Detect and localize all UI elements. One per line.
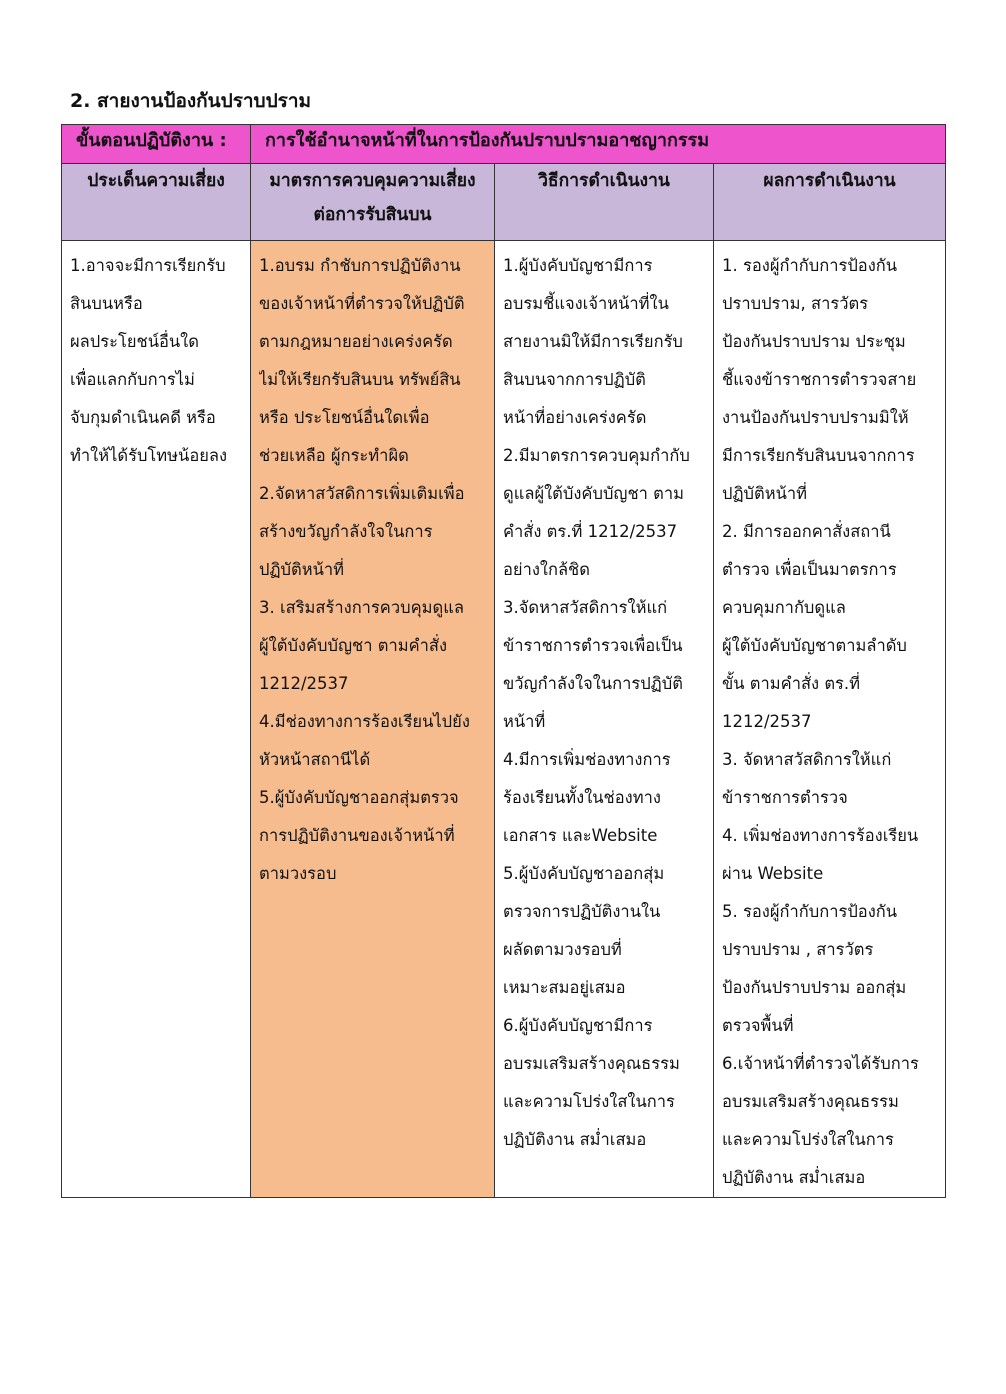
body-row [62, 241, 946, 1198]
step-value: การใช้อำนาจหน้าที่ในการป้องกันปราบปรามอาชญากรรม [265, 130, 710, 151]
result-cell [714, 241, 946, 1198]
step-label-cell [62, 125, 251, 164]
method-line: 5.ผู้บังคับบัญชาออกสุ่ม [503, 864, 665, 883]
header-result: ผลการดำเนินงาน [714, 164, 946, 241]
header-method: วิธีการดำเนินงาน [495, 164, 714, 241]
method-line: เอกสาร และWebsite [503, 826, 658, 845]
control-line: 5.ผู้บังคับบัญชาออกสุ่มตรวจ [259, 788, 459, 807]
control-line: 4.มีช่องทางการร้องเรียนไปยัง [259, 712, 470, 731]
result-line: 4. เพิ่มช่องทางการร้องเรียน [722, 826, 919, 845]
method-line: 6.ผู้บังคับบัญชามีการ [503, 1016, 653, 1035]
result-line: ป้องกันปราบปราม ออกสุ่ม [722, 978, 907, 997]
control-line: 1.อบรม กำชับการปฏิบัติงาน [259, 256, 461, 275]
result-line: ขั้น ตามคำสั่ง ตร.ที่ [722, 674, 861, 693]
result-line: 2. มีการออกคาสั่งสถานี [722, 522, 891, 541]
section-title: 2. สายงานป้องกันปราบปราม [70, 90, 312, 112]
risk-line: ทำให้ได้รับโทษน้อยลง [70, 446, 228, 465]
method-line: สายงานมิให้มีการเรียกรับ [503, 332, 683, 351]
control-line: 3. เสริมสร้างการควบคุมดูแล [259, 598, 464, 617]
result-line: ปฏิบัติหน้าที่ [722, 484, 808, 503]
result-line: ตรวจพื้นที่ [722, 1016, 794, 1035]
control-line: ของเจ้าหน้าที่ตำรวจให้ปฏิบัติ [259, 294, 465, 313]
method-line: หน้าที่ [503, 712, 546, 731]
method-line: ข้าราชการตำรวจเพื่อเป็น [503, 636, 683, 655]
method-line: ร้องเรียนทั้งในช่องทาง [503, 788, 661, 807]
control-line: 1212/2537 [259, 674, 349, 693]
result-line: ปราบปราม , สารวัตร [722, 940, 874, 959]
method-line: สินบนจากการปฏิบัติ [503, 370, 646, 389]
method-line: ปฏิบัติงาน สม่ำเสมอ [503, 1130, 647, 1149]
result-line: ปฏิบัติงาน สม่ำเสมอ [722, 1168, 866, 1187]
control-line: ปฏิบัติหน้าที่ [259, 560, 345, 579]
result-line: อบรมเสริมสร้างคุณธรรม [722, 1092, 899, 1111]
method-line: อบรมชี้แจงเจ้าหน้าที่ใน [503, 294, 669, 313]
control-line: ตามวงรอบ [259, 864, 337, 883]
risk-table [61, 124, 946, 1198]
result-line: ผ่าน Website [722, 864, 824, 883]
control-line: การปฏิบัติงานของเจ้าหน้าที่ [259, 826, 455, 845]
method-line: คำสั่ง ตร.ที่ 1212/2537 [503, 522, 678, 541]
control-line: ตามกฎหมายอย่างเคร่งครัด [259, 332, 453, 351]
control-line: 2.จัดหาสวัสดิการเพิ่มเติมเพื่อ [259, 484, 465, 503]
control-line: หรือ ประโยชน์อื่นใดเพื่อ [259, 408, 430, 427]
step-label: ขั้นตอนปฏิบัติงาน : [76, 130, 227, 151]
control-line: ผู้ใต้บังคับบัญชา ตามคำสั่ง [259, 636, 448, 655]
control-line: ไม่ให้เรียกรับสินบน ทรัพย์สิน [259, 370, 461, 389]
control-line: สร้างขวัญกำลังใจในการ [259, 522, 433, 541]
method-line: ตรวจการปฏิบัติงานใน [503, 902, 661, 921]
header-control-line1: มาตรการควบคุมความเสี่ยง [269, 171, 476, 191]
result-line: มีการเรียกรับสินบนจากการ [722, 446, 915, 465]
method-line: เหมาะสมอยู่เสมอ [503, 978, 626, 997]
control-line: ช่วยเหลือ ผู้กระทำผิด [259, 446, 409, 465]
method-cell [495, 241, 714, 1198]
result-line: 5. รองผู้กำกับการป้องกัน [722, 902, 898, 921]
risk-line: ผลประโยชน์อื่นใด [70, 332, 199, 351]
method-line: ผลัดตามวงรอบที่ [503, 940, 622, 959]
control-cell [251, 241, 495, 1198]
method-line: หน้าที่อย่างเคร่งครัด [503, 408, 647, 427]
method-line: 3.จัดหาสวัสดิการให้แก่ [503, 598, 668, 617]
header-row [62, 164, 946, 241]
result-line: ป้องกันปราบปราม ประชุม [722, 332, 906, 351]
risk-line: จับกุมดำเนินคดี หรือ [70, 408, 216, 427]
header-control [251, 164, 495, 241]
risk-line: เพื่อแลกกับการไม่ [70, 370, 195, 389]
result-line: 6.เจ้าหน้าที่ตำรวจได้รับการ [722, 1054, 919, 1073]
method-line: ดูแลผู้ใต้บังคับบัญชา ตาม [503, 484, 685, 503]
method-line: และความโปร่งใสในการ [503, 1092, 675, 1111]
step-value-cell [251, 125, 946, 164]
method-line: อย่างใกล้ชิด [503, 560, 590, 579]
step-row [62, 125, 946, 164]
result-line: 3. จัดหาสวัสดิการให้แก่ [722, 750, 892, 769]
header-risk: ประเด็นความเสี่ยง [62, 164, 251, 241]
result-line: ปราบปราม, สารวัตร [722, 294, 869, 313]
result-line: ตำรวจ เพื่อเป็นมาตรการ [722, 560, 897, 579]
risk-line: สินบนหรือ [70, 294, 143, 313]
result-line: ข้าราชการตำรวจ [722, 788, 848, 807]
result-line: ควบคุมกากับดูแล [722, 598, 846, 617]
result-line: ผู้ใต้บังคับบัญชาตามลำดับ [722, 636, 907, 655]
method-line: 4.มีการเพิ่มช่องทางการ [503, 750, 671, 769]
method-line: ขวัญกำลังใจในการปฏิบัติ [503, 674, 683, 693]
risk-cell [62, 241, 251, 1198]
result-line: ชี้แจงข้าราชการตำรวจสาย [722, 370, 917, 389]
result-line: งานป้องกันปราบปรามมิให้ [722, 408, 909, 427]
method-line: 2.มีมาตรการควบคุมกำกับ [503, 446, 690, 465]
result-line: 1. รองผู้กำกับการป้องกัน [722, 256, 898, 275]
method-line: 1.ผู้บังคับบัญชามีการ [503, 256, 653, 275]
result-line: 1212/2537 [722, 712, 812, 731]
header-control-line2: ต่อการรับสินบน [313, 205, 432, 225]
result-line: และความโปร่งใสในการ [722, 1130, 894, 1149]
control-line: หัวหน้าสถานีได้ [259, 750, 371, 769]
risk-line: 1.อาจจะมีการเรียกรับ [70, 256, 226, 275]
method-line: อบรมเสริมสร้างคุณธรรม [503, 1054, 680, 1073]
